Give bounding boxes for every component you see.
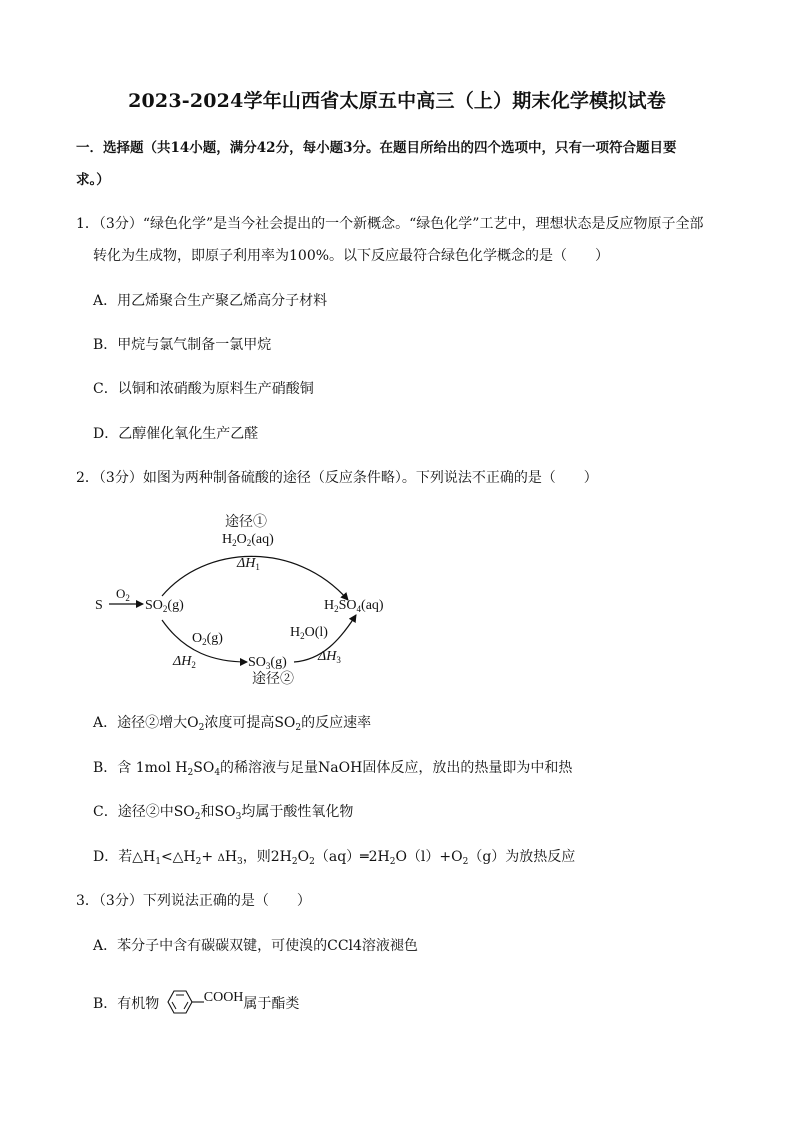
q1-stem-line1: 1．（3分）“绿色化学”是当今社会提出的一个新概念。“绿色化学”工艺中，理想状态是反应物原子全部 bbox=[76, 216, 704, 232]
path1-label: 途径① bbox=[225, 515, 267, 530]
q3-option-b-suffix: 属于酯类 bbox=[243, 996, 300, 1012]
q3-option-a: A．苯分子中含有碳碳双键，可使溴的CCl4溶液褪色 bbox=[93, 938, 418, 954]
q3-stem: 3．（3分）下列说法正确的是（ ） bbox=[76, 893, 311, 909]
q2-option-b: B．含 1mol $H_2SO_4$的稀溶液与足量NaOH固体反应，放出的热量即为中和热 bbox=[93, 760, 573, 778]
carboxyl-group-label: COOH bbox=[203, 990, 244, 1005]
h2o2-label: $H_2O_2(aq)$ bbox=[222, 532, 274, 548]
section-heading-line1: 一．选择题（共14小题，满分42分，每小题3分。在题目所给出的四个选项中，只有一项符合题目要 bbox=[76, 140, 677, 156]
q3-option-b-prefix: B．有机物 bbox=[93, 996, 160, 1012]
h2o-label: $H_2O(l)$ bbox=[290, 625, 328, 641]
o2-arrow-label: $O_2$ bbox=[116, 586, 130, 603]
q1-option-c: C．以铜和浓硝酸为原料生产硝酸铜 bbox=[93, 381, 314, 397]
path2-label: 途径② bbox=[252, 672, 294, 687]
h2so4-label: $H_2SO_4(aq)$ bbox=[324, 598, 384, 614]
dh3-label: $\Delta H_3$ bbox=[318, 649, 341, 665]
so3-label: $SO_3(g)$ bbox=[248, 655, 287, 671]
q3-option-b bbox=[93, 989, 299, 1015]
q1-option-d: D．乙醇催化氧化生产乙醛 bbox=[93, 426, 259, 442]
page-title: 2023-2024学年山西省太原五中高三（上）期末化学模拟试卷 bbox=[128, 90, 666, 112]
benzene-ring-structure bbox=[164, 989, 204, 1015]
q2-option-a: A．途径②增大$O_2$浓度可提高$SO_2$的反应速率 bbox=[93, 715, 372, 733]
dh1-label: $\Delta H_1$ bbox=[237, 556, 260, 572]
sulfuric-acid-pathway-diagram bbox=[90, 505, 410, 690]
dh2-label: $\Delta H_2$ bbox=[173, 654, 196, 670]
section-heading-line2: 求。） bbox=[76, 172, 110, 188]
q2-option-c: C．途径②中$SO_2$和$SO_3$均属于酸性氧化物 bbox=[93, 804, 354, 822]
sulfur-label: S bbox=[95, 598, 103, 613]
o2g-label: $O_2(g)$ bbox=[192, 631, 223, 647]
q1-option-a: A．用乙烯聚合生产聚乙烯高分子材料 bbox=[93, 293, 328, 309]
q2-option-d: D．若$\triangle H_1<\triangle H_2+ \Delta H_3$，则$2H_2O_2(aq)═2H_2O(l)+O_2(g)$为放热反应 bbox=[93, 849, 576, 867]
q1-stem-line2: 转化为生成物，即原子利用率为100%。以下反应最符合绿色化学概念的是（ ） bbox=[93, 248, 610, 264]
q2-stem: 2．（3分）如图为两种制备硫酸的途径（反应条件略）。下列说法不正确的是（ ） bbox=[76, 470, 598, 486]
q1-option-b: B．甲烷与氯气制备一氯甲烷 bbox=[93, 337, 272, 353]
so2-label: $SO_2(g)$ bbox=[145, 598, 184, 614]
